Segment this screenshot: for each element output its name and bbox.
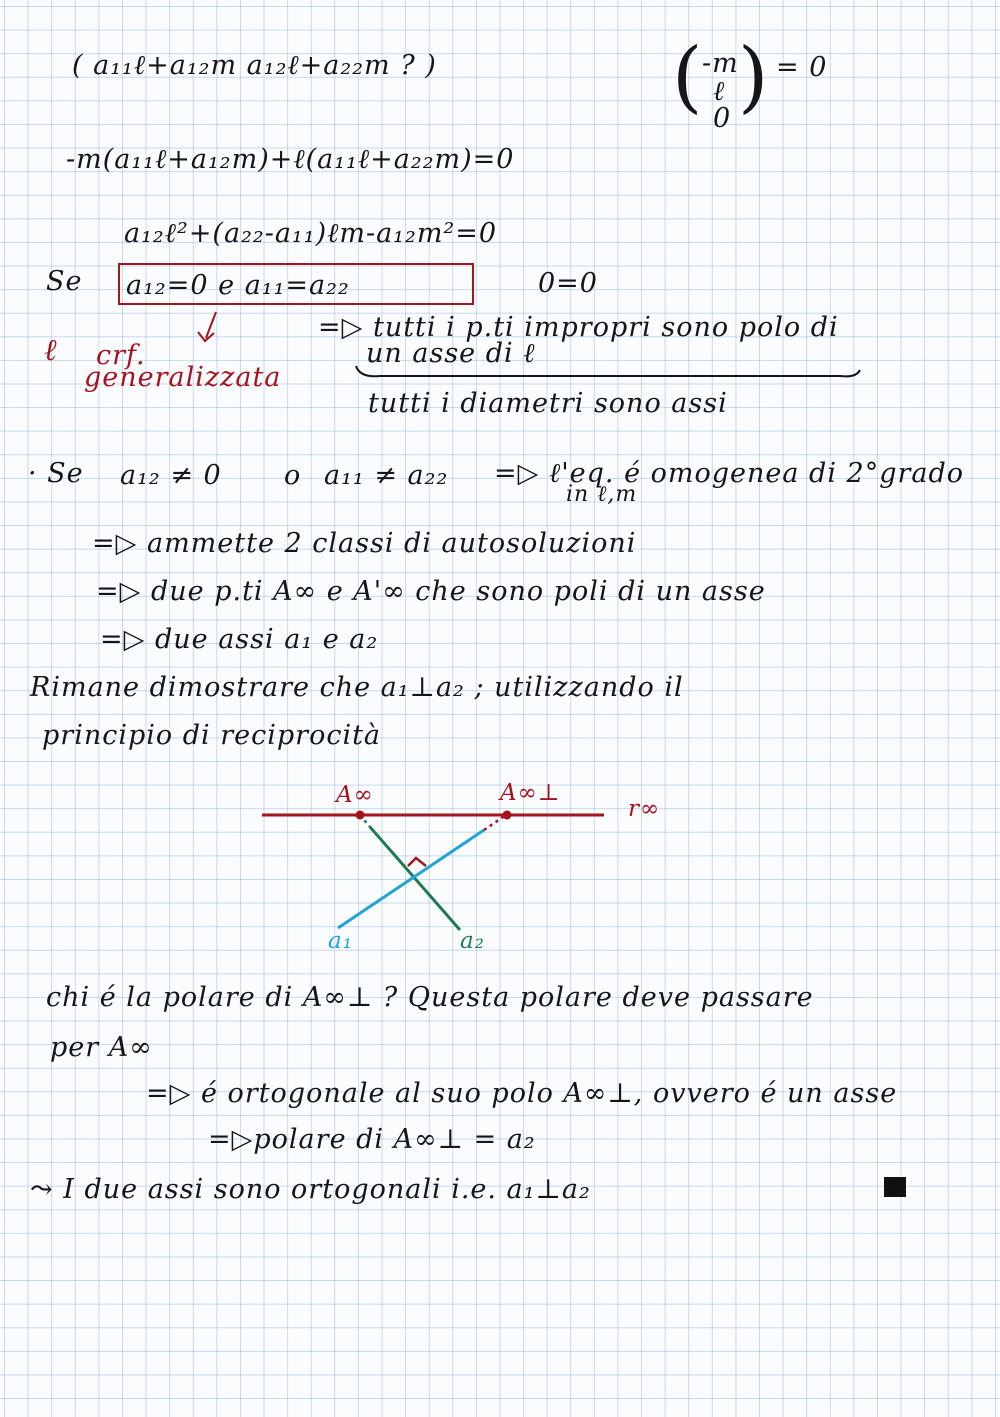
case2-se: · Se [28, 458, 84, 489]
label-a2: a₂ [460, 928, 485, 954]
point-a-infinity-perp [503, 811, 512, 820]
question-line-1: chi é la polare di A∞⊥ ? Questa polare deve passare [46, 982, 814, 1013]
label-a1: a₁ [328, 928, 353, 954]
note-arrow-line [206, 312, 216, 338]
case1-implication-2: un asse di ℓ [366, 338, 536, 369]
answer-line-1: =▷ é ortogonale al suo polo A∞⊥, ovvero é un asse [146, 1078, 898, 1109]
equation-line-3: a₁₂ℓ²+(a₂₂-a₁₁)ℓm-a₁₂m²=0 [124, 218, 498, 249]
case2-implication-2: in ℓ,m [566, 482, 638, 507]
case2-implication: =▷ ℓ'eq. é omogenea di 2°grado [494, 458, 965, 489]
point-a-infinity [356, 811, 365, 820]
case2-cond2: a₁₁ ≠ a₂₂ [324, 460, 449, 491]
case2-line-2: =▷ due p.ti A∞ e A'∞ che sono poli di un asse [96, 576, 766, 607]
remains-line-1: Rimane dimostrare che a₁⊥a₂ ; utilizzando il [30, 672, 684, 703]
label-a-infinity-perp: A∞⊥ [500, 780, 561, 806]
label-r-infinity: r∞ [628, 796, 661, 822]
equation-line-2: -m(a₁₁ℓ+a₁₂m)+ℓ(a₁₁ℓ+a₂₂m)=0 [66, 144, 515, 175]
underline-brace [356, 366, 860, 376]
line-a1 [338, 830, 484, 928]
vector-entry-1: -m [702, 48, 739, 79]
case1-condition: a₁₂=0 e a₁₁=a₂₂ [126, 270, 350, 301]
line-a2 [370, 827, 460, 930]
right-paren: ) [738, 32, 769, 122]
case2-line-1: =▷ ammette 2 classi di autosoluzioni [92, 528, 637, 559]
case2-cond1: a₁₂ ≠ 0 [120, 460, 222, 491]
remains-line-2: principio di reciprocità [42, 720, 382, 751]
case1-implication-1: =▷ tutti i p.ti impropri sono polo di [318, 312, 839, 343]
answer-line-2: =▷polare di A∞⊥ = a₂ [208, 1124, 536, 1155]
matrix-eq: = 0 [776, 52, 828, 83]
case1-se: Se [46, 266, 83, 297]
note-l: ℓ [44, 333, 58, 368]
qed-square [884, 1177, 906, 1197]
case1-implication-3: tutti i diametri sono assi [368, 388, 728, 419]
vector-entry-3: 0 [713, 103, 732, 134]
matrix-row: ( a₁₁ℓ+a₁₂m a₁₂ℓ+a₂₂m ? ) [72, 50, 437, 81]
left-paren: ( [672, 32, 703, 122]
note-crf: crf. [96, 340, 146, 371]
note-generalizzata: generalizzata [84, 362, 282, 393]
case2-or: o [284, 460, 302, 491]
label-a-infinity: A∞ [336, 782, 374, 808]
line-a1-dotted [484, 815, 506, 830]
question-line-2: per A∞ [50, 1032, 153, 1063]
case2-line-3: =▷ due assi a₁ e a₂ [100, 624, 379, 655]
right-angle-mark [408, 858, 426, 866]
conclusion: ⤳ I due assi sono ortogonali i.e. a₁⊥a₂ [30, 1174, 591, 1205]
vector-entry-2: ℓ [713, 76, 726, 107]
case1-result: 0=0 [538, 268, 598, 299]
